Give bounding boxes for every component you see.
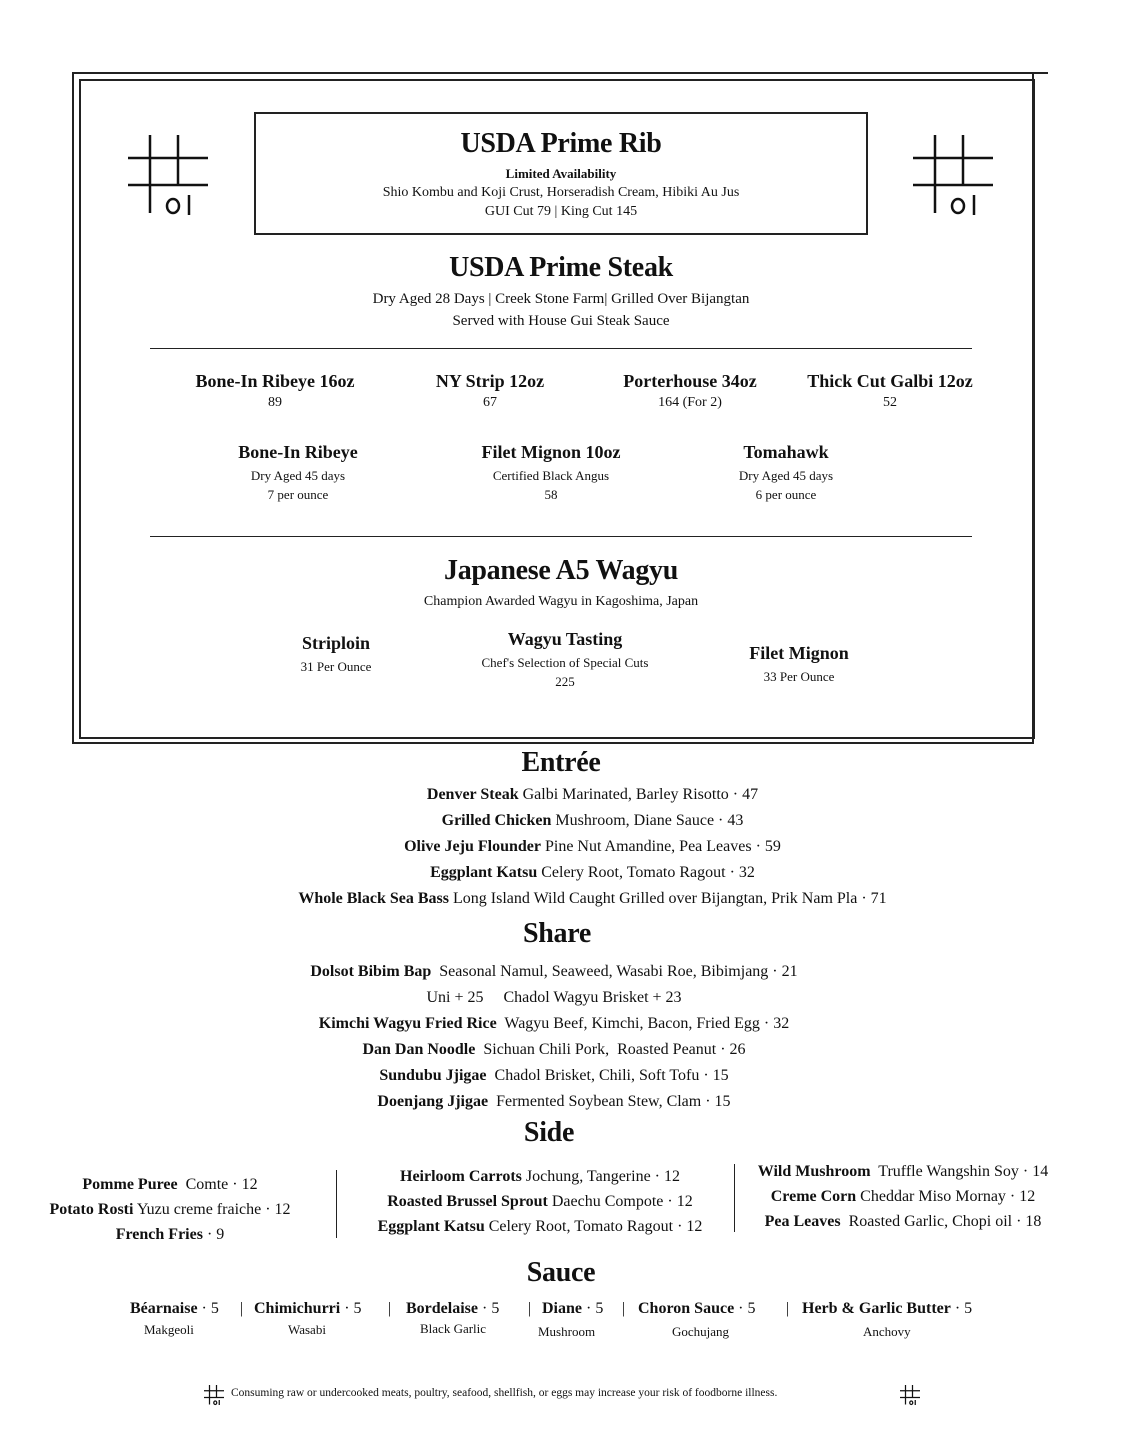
side-item: [0, 1176, 340, 1201]
sauce-item-pairing: Anchovy: [863, 1324, 911, 1339]
share-title: Share: [523, 918, 591, 949]
side-column-3: [738, 1163, 1068, 1238]
sauce-item-price: · 5: [582, 1300, 604, 1317]
steak-item-note: Dry Aged 45 days: [738, 468, 834, 483]
sauce-item: [406, 1300, 499, 1318]
entree-item-desc: Galbi Marinated, Barley Risotto · 47: [518, 786, 759, 803]
sauce-separator: |: [528, 1300, 532, 1317]
gui-logo-icon: [204, 1384, 224, 1406]
steak-item: [590, 371, 790, 411]
steak-item: [446, 442, 656, 503]
side-item-desc: · 9: [202, 1226, 225, 1243]
sauce-item-price: · 5: [950, 1300, 973, 1317]
steak-item-name: Bone-In Ribeye: [238, 442, 358, 462]
entree-item: [0, 838, 1121, 856]
gui-logo-icon: [128, 135, 208, 215]
wagyu-description: Champion Awarded Wagyu in Kagoshima, Japan: [423, 594, 699, 609]
share-item-desc: Sichuan Chili Pork, Roasted Peanut · 26: [475, 1041, 746, 1058]
sauce-item-pairing: Makgeoli: [144, 1322, 194, 1337]
side-item-name: Creme Corn: [770, 1188, 857, 1205]
entree-item: [0, 812, 1121, 830]
food-safety-notice: Consuming raw or undercooked meats, poultry, seafood, shellfish, or eggs may increase your risk of foodborne illness.: [231, 1387, 778, 1399]
steak-item-price: 7 per ounce: [267, 487, 329, 502]
wagyu-item-name: Filet Mignon: [749, 643, 849, 663]
wagyu-item: [716, 643, 882, 685]
side-item: [0, 1201, 340, 1226]
side-divider: [734, 1164, 735, 1232]
side-item-desc: Comte · 12: [177, 1176, 258, 1193]
sauce-separator: |: [786, 1300, 790, 1317]
side-item: [350, 1168, 730, 1193]
side-item-desc: Yuzu creme fraiche · 12: [133, 1201, 291, 1218]
entree-item-name: Eggplant Katsu: [430, 864, 538, 881]
side-item-desc: Daechu Compote · 12: [547, 1193, 693, 1210]
sauce-item-pairing: Wasabi: [288, 1322, 326, 1337]
sauce-list: [130, 1300, 1010, 1350]
entree-item: [0, 890, 1121, 908]
share-item: [0, 1015, 1108, 1033]
sauce-item: [130, 1300, 219, 1318]
entree-item: [0, 786, 1121, 804]
entree-item-name: Olive Jeju Flounder: [404, 838, 541, 855]
side-item-name: Pea Leaves: [764, 1213, 841, 1230]
share-item-desc: Fermented Soybean Stew, Clam · 15: [488, 1093, 731, 1110]
sauce-separator: |: [622, 1300, 626, 1317]
side-title: Side: [523, 1117, 575, 1148]
steak-item-name: NY Strip 12oz: [435, 371, 545, 391]
side-item-name: Pomme Puree: [82, 1176, 178, 1193]
wagyu-item: [256, 633, 416, 675]
sauce-item-pairing: Gochujang: [672, 1324, 730, 1339]
gui-logo-icon: [913, 135, 993, 215]
side-column-1: [0, 1176, 340, 1251]
prime-steak-description: Dry Aged 28 Days | Creek Stone Farm| Grilled Over Bijangtan: [372, 291, 750, 307]
wagyu-item: [450, 629, 680, 690]
side-item: [350, 1193, 730, 1218]
divider: [150, 536, 972, 537]
side-item: [0, 1226, 340, 1251]
sauce-item-name: Béarnaise: [130, 1300, 198, 1317]
steak-item-price: 89: [268, 395, 282, 410]
entree-item-desc: Pine Nut Amandine, Pea Leaves · 59: [540, 838, 781, 855]
sauce-item-price: · 5: [478, 1300, 500, 1317]
steak-item: [170, 371, 380, 411]
side-item-name: French Fries: [115, 1226, 203, 1243]
wagyu-item-price: 225: [555, 674, 575, 689]
entree-item-name: Whole Black Sea Bass: [298, 890, 449, 907]
prime-rib-title: USDA Prime Rib: [460, 128, 662, 159]
sauce-item-name: Herb & Garlic Butter: [802, 1300, 951, 1317]
side-item-name: Heirloom Carrots: [400, 1168, 522, 1185]
wagyu-item-name: Striploin: [301, 633, 371, 653]
steak-item-price: 52: [883, 395, 897, 410]
steak-item: [690, 442, 882, 503]
steak-item-name: Tomahawk: [743, 442, 829, 462]
share-item: [0, 963, 1108, 981]
entree-item-desc: Long Island Wild Caught Grilled over Bijangtan, Prik Nam Pla · 71: [449, 890, 887, 907]
entree-title: Entrée: [521, 747, 601, 778]
steak-item-name: Bone-In Ribeye 16oz: [195, 371, 355, 391]
prime-steak-served-with: Served with House Gui Steak Sauce: [452, 313, 670, 329]
share-addons: Uni + 25 Chadol Wagyu Brisket + 23: [426, 989, 682, 1006]
sauce-item: [542, 1300, 603, 1318]
steak-item-price: 6 per ounce: [755, 487, 817, 502]
share-item: [0, 1041, 1108, 1059]
sauce-separator: |: [388, 1300, 392, 1317]
sauce-item-name: Bordelaise: [406, 1300, 478, 1317]
share-item-name: Dan Dan Noodle: [362, 1041, 476, 1058]
sauce-item-pairing: Black Garlic: [420, 1321, 487, 1336]
side-item: [738, 1163, 1068, 1188]
sauce-item-name: Diane: [542, 1300, 582, 1317]
steak-item-note: Dry Aged 45 days: [250, 468, 346, 483]
prime-rib-subtitle: Limited Availability: [505, 166, 617, 181]
wagyu-item-note: Chef's Selection of Special Cuts: [481, 655, 649, 670]
sauce-item-pairing: Mushroom: [538, 1324, 596, 1339]
steak-item: [785, 371, 995, 411]
prime-steak-title: USDA Prime Steak: [449, 252, 673, 283]
prime-rib-description: Shio Kombu and Koji Crust, Horseradish Cream, Hibiki Au Jus: [382, 185, 740, 200]
share-item: [0, 1067, 1108, 1085]
share-item-name: Dolsot Bibim Bap: [310, 963, 432, 980]
entree-item-name: Grilled Chicken: [441, 812, 552, 829]
entree-item-desc: Mushroom, Diane Sauce · 43: [551, 812, 744, 829]
entree-item-desc: Celery Root, Tomato Ragout · 32: [537, 864, 755, 881]
steak-item-note: Certified Black Angus: [492, 468, 610, 483]
share-item: [0, 1093, 1108, 1111]
wagyu-title: Japanese A5 Wagyu: [444, 555, 678, 586]
side-item-name: Eggplant Katsu: [377, 1218, 485, 1235]
sauce-item: [802, 1300, 972, 1318]
entree-item: [0, 864, 1121, 882]
side-item-name: Roasted Brussel Sprout: [387, 1193, 548, 1210]
sauce-item-name: Choron Sauce: [638, 1300, 735, 1317]
side-item-desc: Roasted Garlic, Chopi oil · 18: [840, 1213, 1042, 1230]
share-item-name: Sundubu Jjigae: [379, 1067, 487, 1084]
sauce-title: Sauce: [526, 1257, 596, 1288]
side-item-name: Wild Mushroom: [757, 1163, 871, 1180]
share-item-desc: Seasonal Namul, Seaweed, Wasabi Roe, Bibimjang · 21: [431, 963, 798, 980]
side-item-desc: Truffle Wangshin Soy · 14: [870, 1163, 1049, 1180]
steak-item-price: 164 (For 2): [658, 395, 722, 410]
share-item-desc: Wagyu Beef, Kimchi, Bacon, Fried Egg · 32: [496, 1015, 790, 1032]
gui-logo-icon: [900, 1384, 920, 1406]
share-item-name: Doenjang Jjigae: [377, 1093, 489, 1110]
side-divider: [336, 1170, 337, 1238]
side-item: [350, 1218, 730, 1243]
sauce-item: [638, 1300, 756, 1318]
side-item: [738, 1188, 1068, 1213]
side-item-name: Potato Rosti: [49, 1201, 134, 1218]
share-item-name: Kimchi Wagyu Fried Rice: [318, 1015, 497, 1032]
divider: [150, 348, 972, 349]
sauce-separator: |: [240, 1300, 244, 1317]
side-item-desc: Jochung, Tangerine · 12: [521, 1168, 680, 1185]
share-item-desc: Chadol Brisket, Chili, Soft Tofu · 15: [486, 1067, 729, 1084]
wagyu-item-name: Wagyu Tasting: [507, 629, 623, 649]
sauce-item-name: Chimichurri: [254, 1300, 341, 1317]
steak-item-name: Filet Mignon 10oz: [481, 442, 621, 462]
side-item-desc: Celery Root, Tomato Ragout · 12: [484, 1218, 703, 1235]
side-item: [738, 1213, 1068, 1238]
steak-item-price: 67: [483, 395, 497, 410]
steak-item: [395, 371, 585, 411]
sauce-item-price: · 5: [734, 1300, 756, 1317]
prime-rib-cuts: GUI Cut 79 | King Cut 145: [484, 204, 638, 219]
sauce-item-price: · 5: [340, 1300, 362, 1317]
side-item-desc: Cheddar Miso Mornay · 12: [856, 1188, 1036, 1205]
sauce-item: [254, 1300, 362, 1318]
steak-item-name: Porterhouse 34oz: [623, 371, 757, 391]
sauce-item-price: · 5: [197, 1300, 219, 1317]
wagyu-item-price: 31 Per Ounce: [300, 659, 372, 674]
side-column-2: [350, 1168, 730, 1243]
steak-item-name: Thick Cut Galbi 12oz: [807, 371, 973, 391]
steak-item: [200, 442, 396, 503]
entree-item-name: Denver Steak: [426, 786, 519, 803]
wagyu-item-price: 33 Per Ounce: [763, 669, 835, 684]
steak-item-price: 58: [544, 487, 558, 502]
